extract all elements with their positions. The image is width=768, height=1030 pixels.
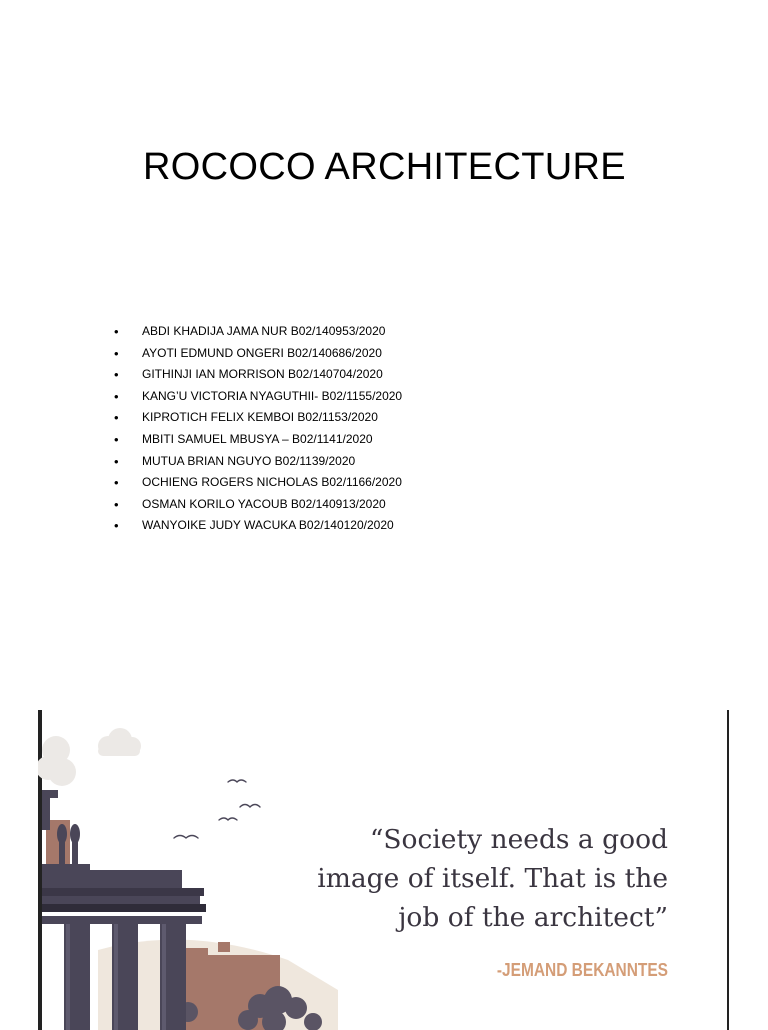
right-border-line (727, 710, 729, 1030)
group-member-list (114, 321, 402, 537)
list-item: • GITHINJI IAN MORRISON B02/140704/2020 (114, 364, 402, 386)
bird-icon (174, 780, 260, 838)
list-item: • ABDI KHADIJA JAMA NUR B02/140953/2020 (114, 321, 402, 343)
quote-slide (0, 700, 768, 1024)
list-item: • KANG’U VICTORIA NYAGUTHII- B02/1155/2020 (114, 386, 402, 408)
cloud-icon (38, 728, 141, 786)
list-item: • MUTUA BRIAN NGUYO B02/1139/2020 (114, 451, 402, 473)
list-item: • OSMAN KORILO YACOUB B02/140913/2020 (114, 494, 402, 516)
quote-line: “Society needs a good (369, 824, 668, 855)
quote-author: -JEMAND BEKANNTES (496, 960, 668, 980)
list-item: • OCHIENG ROGERS NICHOLAS B02/1166/2020 (114, 472, 402, 494)
list-item: • AYOTI EDMUND ONGERI B02/140686/2020 (114, 343, 402, 365)
quote-line: image of itself. That is the (317, 863, 668, 894)
quote-text (288, 820, 668, 937)
slide-title: ROCOCO ARCHITECTURE (143, 146, 626, 188)
portico (42, 864, 206, 1030)
list-item: • KIPROTICH FELIX KEMBOI B02/1153/2020 (114, 407, 402, 429)
list-item: • WANYOIKE JUDY WACUKA B02/140120/2020 (114, 515, 402, 537)
list-item: • MBITI SAMUEL MBUSYA – B02/1141/2020 (114, 429, 402, 451)
quote-line: job of the architect” (398, 902, 668, 933)
